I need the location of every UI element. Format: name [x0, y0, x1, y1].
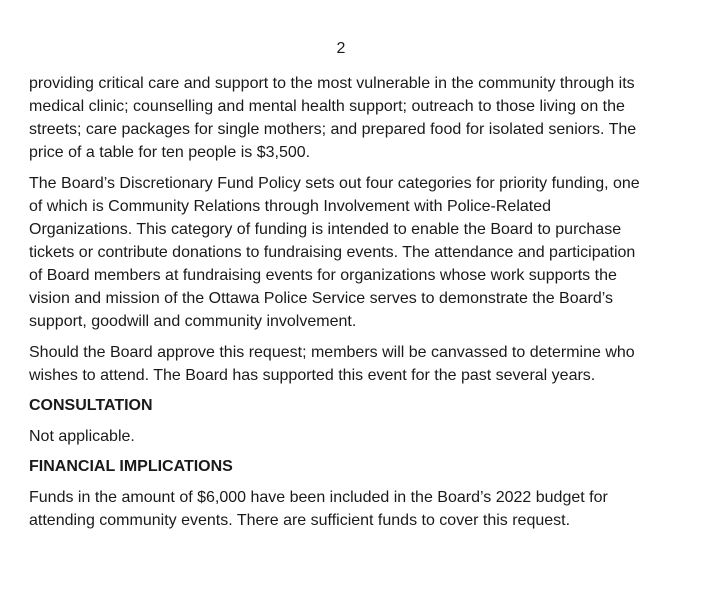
- financial-implications-heading: FINANCIAL IMPLICATIONS: [29, 458, 233, 475]
- consultation-heading: CONSULTATION: [29, 397, 153, 414]
- consultation-text: Not applicable.: [29, 428, 135, 445]
- paragraph-discretionary-fund-policy: The Board’s Discretionary Fund Policy sets out four categories for priority funding, one of which is Community Relations through Involvement with Police-Related Organizations. This category of funding is intended to enable the Board to purchase tickets or contribute donations to fundraising events. The attendance and participation of Board members at fundraising events for organizations whose work supports the vision and mission of the Ottawa Police Service serves to demonstrate the Board’s support, goodwill and community involvement.: [29, 175, 640, 330]
- document-body: [29, 72, 659, 540]
- paragraph-community-support: providing critical care and support to the most vulnerable in the community through its medical clinic; counselling and mental health support; outreach to those living on the streets; care packages for single mothers; and prepared food for isolated seniors. The price of a table for ten people is $3,500.: [29, 75, 637, 161]
- page-number: 2: [336, 40, 346, 57]
- paragraph-board-approval: Should the Board approve this request; members will be canvassed to determine who wishes to attend. The Board has supported this event for the past several years.: [29, 344, 635, 384]
- financial-implications-text: Funds in the amount of $6,000 have been included in the Board’s 2022 budget for attending community events. There are sufficient funds to cover this request.: [29, 489, 608, 529]
